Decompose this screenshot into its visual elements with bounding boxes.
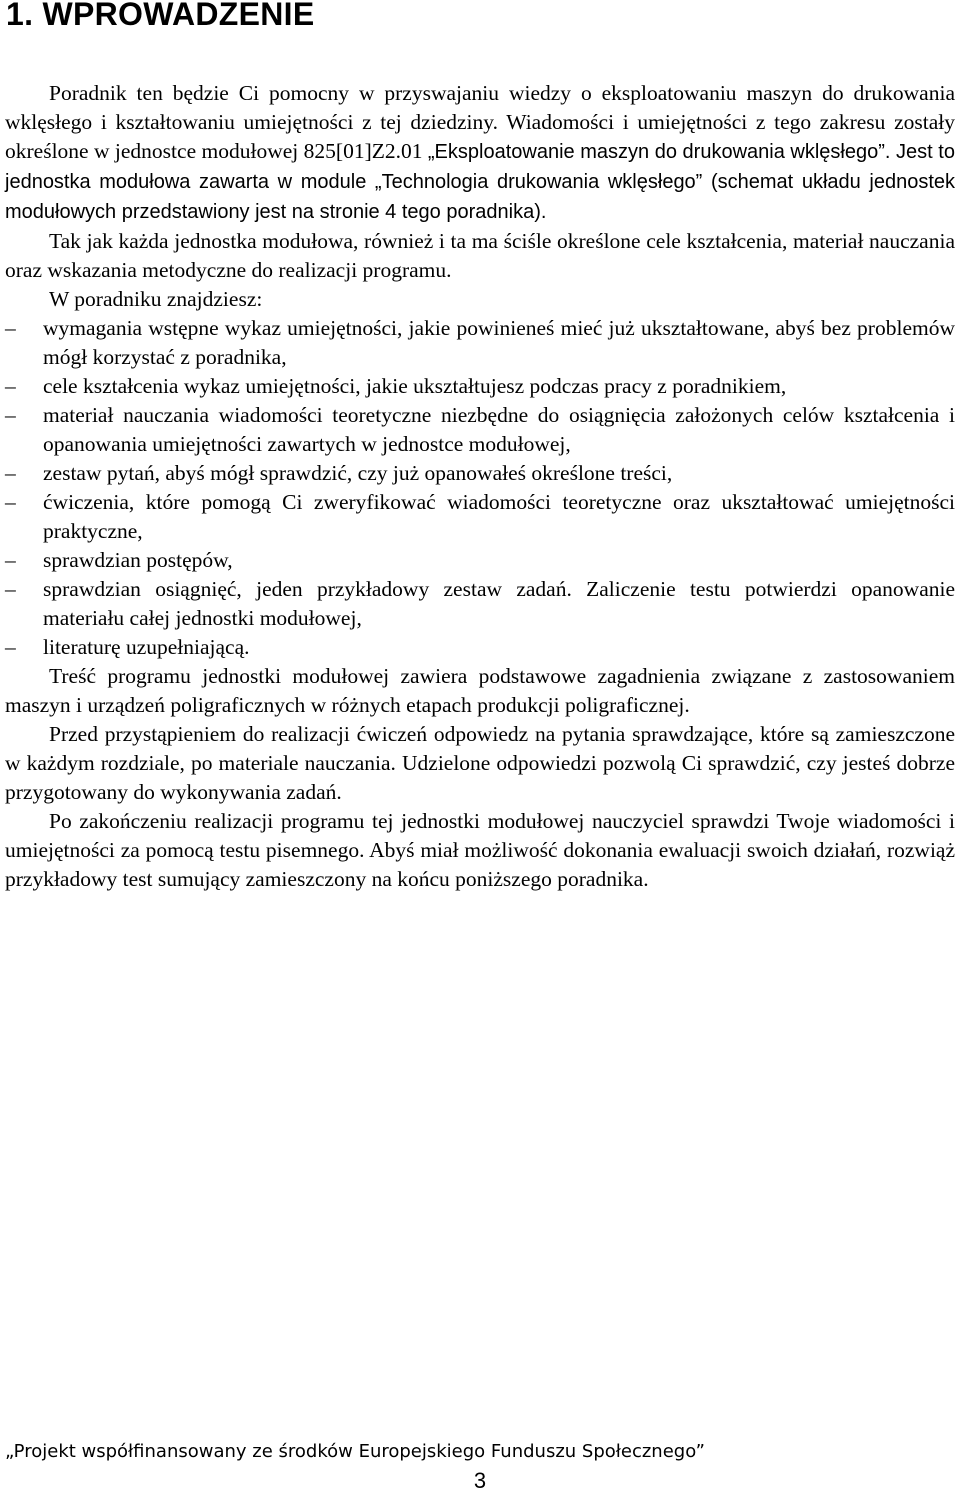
program-paragraph: Treść programu jednostki modułowej zawiera podstawowe zagadnienia związane z zastosowaniem maszyn i urządzeń poligraficznych w różnych etapach produkcji poligraficznej. (5, 664, 955, 717)
dash-marker: – (5, 548, 16, 572)
dash-marker: – (5, 461, 16, 485)
section-heading: 1. WPROWADZENIE (6, 0, 315, 32)
list-item-text: sprawdzian postępów, (43, 548, 233, 572)
list-item-text: wymagania wstępne wykaz umiejętności, jakie powinieneś mieć już ukształtowane, abyś bez problemów mógł korzystać z poradnika, (43, 316, 955, 369)
dash-marker: – (5, 635, 16, 659)
footer-project-note: „Projekt współfinansowany ze środków Europejskiego Funduszu Społecznego” (5, 1441, 705, 1462)
list-item (5, 314, 955, 372)
list-item (5, 488, 955, 546)
list-item (5, 633, 955, 662)
list-item (5, 372, 955, 401)
list-item-text: literaturę uzupełniającą. (43, 635, 250, 659)
list-item-text: materiał nauczania wiadomości teoretyczne niezbędne do osiągnięcia założonych celów kształcenia i opanowania umiejętności zawartych w jednostce modułowej, (43, 403, 955, 456)
contents-list (5, 314, 955, 662)
list-item (5, 401, 955, 459)
dash-marker: – (5, 403, 16, 427)
list-item-text: ćwiczenia, które pomogą Ci zweryfikować wiadomości teoretyczne oraz ukształtować umiejętności praktyczne, (43, 490, 955, 543)
dash-marker: – (5, 316, 16, 340)
dash-marker: – (5, 374, 16, 398)
list-item (5, 575, 955, 633)
find-paragraph: W poradniku znajdziesz: (49, 287, 263, 311)
list-item (5, 546, 955, 575)
intro-text-sans: „Eksploatowanie maszyn do drukowania wklęsłego”. Jest to jednostka modułowa zawarta w module „Technologia drukowania wklęsłego” (schemat układu jednostek modułowych przedstawiony jest na stronie 4 tego poradnika). (5, 141, 955, 223)
list-item-text: sprawdzian osiągnięć, jeden przykładowy zestaw zadań. Zaliczenie testu potwierdzi opanowanie materiału całej jednostki modułowej, (43, 577, 955, 630)
goals-paragraph: Tak jak każda jednostka modułowa, również i ta ma ściśle określone cele kształcenia, materiał nauczania oraz wskazania metodyczne do realizacji programu. (5, 229, 955, 282)
list-item-text: cele kształcenia wykaz umiejętności, jakie ukształtujesz podczas pracy z poradnikiem, (43, 374, 787, 398)
dash-marker: – (5, 577, 16, 601)
before-exercises-paragraph: Przed przystąpieniem do realizacji ćwiczeń odpowiedz na pytania sprawdzające, które są zamieszczone w każdym rozdziale, po materiale nauczania. Udzielone odpowiedzi pozwolą Ci sprawdzić, czy jesteś dobrze przygotowany do wykonywania zadań. (5, 722, 955, 804)
intro-paragraph (5, 79, 955, 227)
document-body (5, 79, 955, 894)
list-item (5, 459, 955, 488)
list-item-text: zestaw pytań, abyś mógł sprawdzić, czy już opanowałeś określone treści, (43, 461, 673, 485)
page-number: 3 (473, 1468, 487, 1493)
after-program-paragraph: Po zakończeniu realizacji programu tej jednostki modułowej nauczyciel sprawdzi Twoje wiadomości i umiejętności za pomocą testu pisemnego. Abyś miał możliwość dokonania ewaluacji swoich działań, rozwiąż przykładowy test sumujący zamieszczony na końcu poniższego poradnika. (5, 809, 955, 891)
intro-text-serif: Poradnik ten będzie Ci pomocny w przyswajaniu wiedzy o eksploatowaniu maszyn do drukowania wklęsłego i kształtowaniu umiejętności z tej dziedziny. Wiadomości i umiejętności z tego zakresu zostały określone w jednostce modułowej 825[01]Z2.01 (5, 81, 955, 163)
dash-marker: – (5, 490, 16, 514)
